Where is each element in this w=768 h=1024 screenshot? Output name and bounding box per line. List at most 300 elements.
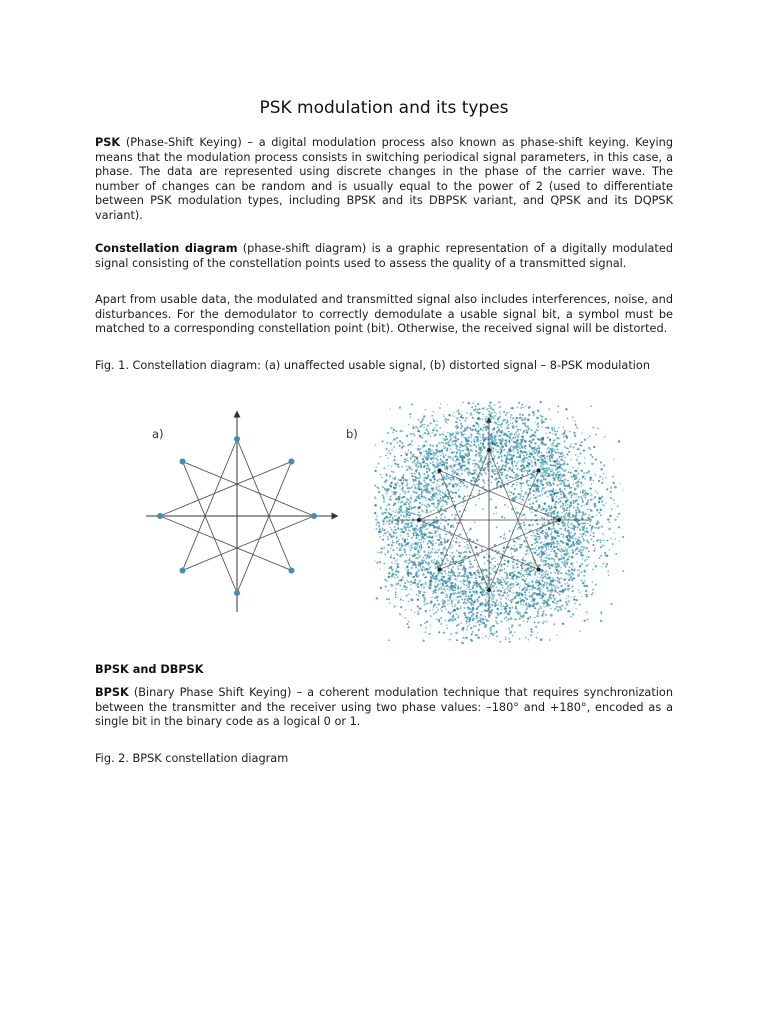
noise-sample: [393, 504, 394, 505]
noise-sample: [427, 573, 428, 574]
noise-sample: [485, 418, 487, 420]
noise-sample: [510, 407, 512, 409]
noise-sample: [432, 477, 434, 479]
noise-sample: [407, 458, 409, 460]
noise-sample: [507, 470, 508, 471]
noise-sample: [510, 587, 512, 589]
noise-sample: [484, 609, 486, 611]
noise-sample: [475, 460, 476, 461]
noise-sample: [411, 469, 413, 471]
constellation-point: [288, 459, 294, 465]
noise-sample: [486, 437, 487, 438]
noise-sample: [436, 488, 438, 490]
noise-sample: [410, 416, 411, 417]
noise-sample: [498, 429, 500, 431]
noise-sample: [567, 584, 570, 587]
noise-sample: [598, 557, 600, 559]
noise-sample: [432, 473, 433, 474]
noise-sample: [469, 582, 471, 584]
noise-sample: [417, 438, 418, 439]
noise-sample: [546, 463, 548, 465]
noise-sample: [463, 552, 464, 553]
noise-sample: [490, 630, 492, 632]
noise-sample: [536, 545, 538, 547]
noise-sample: [527, 553, 528, 554]
noise-sample: [573, 543, 575, 545]
noise-sample: [401, 497, 403, 499]
noise-sample: [544, 522, 546, 524]
noise-sample: [553, 550, 555, 552]
noise-sample: [506, 435, 508, 437]
noise-sample: [555, 474, 558, 477]
noise-sample: [464, 445, 466, 447]
diagram-b-noise-cloud: [374, 401, 624, 644]
noise-sample: [524, 447, 526, 449]
noise-sample: [430, 615, 432, 617]
noise-sample: [534, 552, 536, 554]
noise-sample: [492, 412, 493, 413]
noise-sample: [519, 624, 521, 626]
noise-sample: [443, 416, 445, 418]
noise-sample: [460, 453, 461, 454]
noise-sample: [548, 577, 550, 579]
noise-sample: [420, 483, 422, 485]
noise-sample: [560, 493, 562, 495]
noise-sample: [563, 510, 565, 512]
noise-sample: [409, 514, 411, 516]
noise-sample: [389, 602, 391, 604]
noise-sample: [393, 486, 394, 487]
noise-sample: [468, 474, 470, 476]
noise-sample: [516, 611, 518, 613]
noise-sample: [492, 634, 494, 636]
noise-sample: [559, 599, 561, 601]
noise-sample: [436, 429, 438, 431]
noise-sample: [418, 462, 421, 465]
noise-sample: [383, 547, 385, 549]
noise-sample: [456, 417, 459, 420]
noise-sample: [445, 549, 446, 550]
noise-sample: [559, 582, 561, 584]
noise-sample: [424, 505, 425, 506]
noise-sample: [491, 482, 492, 483]
noise-sample: [496, 413, 497, 414]
noise-sample: [528, 440, 529, 441]
noise-sample: [468, 472, 470, 474]
noise-sample: [428, 498, 430, 500]
noise-sample: [495, 616, 498, 619]
noise-sample: [393, 446, 395, 448]
noise-sample: [574, 533, 576, 535]
noise-sample: [392, 440, 393, 441]
noise-sample: [463, 457, 465, 459]
noise-sample: [489, 628, 490, 629]
noise-sample: [418, 515, 420, 517]
noise-sample: [469, 538, 471, 540]
noise-sample: [404, 511, 406, 513]
noise-sample: [438, 539, 440, 541]
noise-sample: [565, 502, 567, 504]
noise-sample: [432, 445, 434, 447]
noise-sample: [440, 497, 442, 499]
noise-sample: [529, 470, 531, 472]
noise-sample: [553, 427, 555, 429]
noise-sample: [521, 498, 523, 500]
noise-sample: [433, 468, 434, 469]
noise-sample: [494, 479, 496, 481]
noise-sample: [399, 539, 400, 540]
noise-sample: [552, 584, 554, 586]
noise-sample: [431, 574, 433, 576]
noise-sample: [568, 451, 570, 453]
noise-sample: [593, 446, 595, 448]
noise-sample: [415, 462, 416, 463]
noise-sample: [412, 507, 414, 509]
noise-sample: [553, 564, 554, 565]
noise-sample: [497, 604, 499, 606]
noise-sample: [595, 584, 597, 586]
noise-sample: [513, 426, 515, 428]
noise-sample: [432, 429, 434, 431]
noise-sample: [489, 636, 490, 637]
noise-sample: [514, 434, 516, 436]
noise-sample: [420, 452, 422, 454]
noise-sample: [469, 566, 471, 568]
noise-sample: [551, 539, 552, 540]
noise-sample: [425, 561, 427, 563]
noise-sample: [523, 455, 524, 456]
noise-sample: [507, 612, 510, 615]
noise-sample: [541, 455, 543, 457]
noise-sample: [475, 429, 477, 431]
noise-sample: [494, 415, 496, 417]
noise-sample: [452, 560, 454, 562]
noise-sample: [433, 593, 434, 594]
noise-sample: [466, 589, 467, 590]
noise-sample: [577, 468, 578, 469]
noise-sample: [476, 473, 478, 475]
noise-sample: [517, 449, 519, 451]
noise-sample: [398, 499, 400, 501]
noise-sample: [473, 601, 475, 603]
noise-sample: [607, 518, 609, 520]
noise-sample: [540, 546, 542, 548]
noise-sample: [568, 515, 570, 517]
noise-sample: [567, 582, 569, 584]
noise-sample: [499, 573, 501, 575]
noise-sample: [461, 629, 463, 631]
noise-sample: [507, 420, 508, 421]
noise-sample: [397, 498, 399, 500]
noise-sample: [613, 532, 614, 533]
star-line: [237, 439, 291, 570]
noise-sample: [411, 609, 413, 611]
noise-sample: [536, 417, 539, 420]
noise-sample: [477, 432, 479, 434]
noise-sample: [392, 494, 394, 496]
noise-sample: [563, 433, 565, 435]
noise-sample: [582, 514, 584, 516]
noise-sample: [425, 497, 427, 499]
noise-sample: [414, 564, 416, 566]
noise-sample: [393, 505, 394, 506]
noise-sample: [395, 430, 397, 432]
noise-sample: [432, 461, 434, 463]
noise-sample: [436, 507, 439, 510]
noise-sample: [412, 486, 413, 487]
noise-sample: [425, 529, 426, 530]
noise-sample: [573, 507, 575, 509]
noise-sample: [406, 554, 407, 555]
noise-sample: [402, 588, 404, 590]
noise-sample: [439, 525, 440, 526]
noise-sample: [542, 576, 545, 579]
noise-sample: [424, 484, 426, 486]
noise-sample: [426, 506, 428, 508]
noise-sample: [455, 541, 457, 543]
noise-sample: [442, 602, 445, 605]
noise-sample: [439, 427, 441, 429]
noise-sample: [583, 496, 585, 498]
noise-sample: [431, 459, 432, 460]
noise-sample: [520, 487, 521, 488]
noise-sample: [474, 572, 475, 573]
noise-sample: [519, 598, 521, 600]
noise-sample: [506, 427, 508, 429]
noise-sample: [457, 568, 459, 570]
noise-sample: [468, 589, 470, 591]
noise-sample: [428, 451, 430, 453]
noise-sample: [481, 617, 483, 619]
noise-sample: [456, 458, 458, 460]
noise-sample: [532, 502, 534, 504]
noise-sample: [434, 603, 436, 605]
noise-sample: [425, 576, 427, 578]
noise-sample: [405, 523, 408, 526]
noise-sample: [559, 479, 561, 481]
noise-sample: [407, 514, 408, 515]
noise-sample: [510, 631, 512, 633]
noise-sample: [513, 545, 515, 547]
noise-sample: [557, 600, 559, 602]
noise-sample: [419, 563, 421, 565]
noise-sample: [449, 483, 451, 485]
noise-sample: [460, 622, 462, 624]
noise-sample: [470, 619, 472, 621]
noise-sample: [557, 471, 559, 473]
noise-sample: [431, 432, 432, 433]
noise-sample: [473, 409, 475, 411]
noise-sample: [387, 453, 388, 454]
noise-sample: [456, 580, 457, 581]
noise-sample: [429, 610, 430, 611]
noise-sample: [494, 633, 495, 634]
noise-sample: [490, 567, 491, 568]
noise-sample: [523, 540, 526, 543]
noise-sample: [475, 405, 477, 407]
noise-sample: [549, 432, 551, 434]
constellation-paragraph: [95, 242, 673, 271]
noise-sample: [441, 463, 443, 465]
noise-sample: [456, 483, 459, 486]
noise-sample: [500, 426, 501, 427]
noise-sample: [375, 523, 377, 525]
noise-sample: [531, 544, 533, 546]
noise-sample: [576, 495, 577, 496]
noise-sample: [444, 619, 446, 621]
noise-sample: [422, 434, 423, 435]
noise-sample: [416, 572, 417, 573]
noise-sample: [483, 619, 484, 620]
noise-sample: [440, 455, 441, 456]
noise-sample: [525, 583, 527, 585]
noise-sample: [445, 573, 447, 575]
noise-sample: [507, 506, 508, 507]
noise-sample: [444, 465, 446, 467]
noise-sample: [431, 503, 433, 505]
noise-sample: [599, 499, 600, 500]
noise-sample: [441, 606, 444, 609]
noise-sample: [533, 494, 535, 496]
noise-sample: [462, 593, 465, 596]
noise-sample: [547, 574, 549, 576]
noise-sample: [457, 410, 459, 412]
noise-sample: [495, 612, 496, 613]
noise-sample: [422, 490, 424, 492]
noise-sample: [549, 491, 551, 493]
noise-sample: [421, 546, 422, 547]
noise-sample: [528, 428, 530, 430]
noise-sample: [476, 439, 478, 441]
noise-sample: [512, 417, 515, 420]
noise-sample: [465, 616, 467, 618]
noise-sample: [423, 416, 425, 418]
noise-sample: [447, 581, 449, 583]
noise-sample: [572, 613, 574, 615]
noise-sample: [420, 550, 421, 551]
noise-sample: [468, 607, 470, 609]
noise-sample: [564, 583, 566, 585]
noise-sample: [521, 459, 523, 461]
noise-sample: [407, 560, 408, 561]
noise-sample: [376, 562, 378, 564]
noise-sample: [563, 427, 565, 429]
noise-sample: [542, 523, 544, 525]
noise-sample: [428, 540, 431, 543]
noise-sample: [537, 459, 540, 462]
noise-sample: [594, 527, 595, 528]
noise-sample: [584, 522, 586, 524]
noise-sample: [503, 411, 505, 413]
noise-sample: [555, 465, 557, 467]
noise-sample: [564, 513, 566, 515]
noise-sample: [447, 419, 449, 421]
noise-sample: [483, 407, 485, 409]
noise-sample: [577, 472, 579, 474]
noise-sample: [412, 521, 414, 523]
noise-sample: [546, 570, 548, 572]
noise-sample: [453, 437, 454, 438]
noise-sample: [515, 476, 516, 477]
noise-sample: [550, 550, 552, 552]
noise-sample: [510, 454, 512, 456]
noise-sample: [519, 546, 522, 549]
noise-sample: [417, 430, 420, 433]
noise-sample: [597, 492, 599, 494]
noise-sample: [527, 599, 528, 600]
noise-sample: [524, 424, 525, 425]
noise-sample: [389, 453, 391, 455]
noise-sample: [511, 439, 513, 441]
noise-sample: [466, 448, 468, 450]
noise-sample: [482, 508, 484, 510]
noise-sample: [516, 563, 518, 565]
noise-sample: [402, 576, 404, 578]
noise-sample: [462, 602, 464, 604]
noise-sample: [445, 596, 447, 598]
noise-sample: [547, 448, 548, 449]
noise-sample: [496, 599, 497, 600]
noise-sample: [385, 508, 387, 510]
noise-sample: [546, 455, 548, 457]
noise-sample: [534, 574, 536, 576]
noise-sample: [535, 580, 537, 582]
noise-sample: [472, 585, 474, 587]
noise-sample: [387, 580, 388, 581]
noise-sample: [462, 433, 464, 435]
noise-sample: [539, 594, 541, 596]
noise-sample: [394, 476, 396, 478]
noise-sample: [480, 436, 481, 437]
noise-sample: [384, 579, 386, 581]
noise-sample: [397, 520, 400, 523]
noise-sample: [581, 571, 583, 573]
noise-sample: [561, 452, 563, 454]
noise-sample: [432, 536, 433, 537]
noise-sample: [520, 572, 522, 574]
noise-sample: [526, 550, 528, 552]
noise-sample: [534, 422, 535, 423]
noise-sample: [484, 471, 486, 473]
noise-sample: [590, 517, 592, 519]
noise-sample: [415, 537, 417, 539]
noise-sample: [483, 563, 484, 564]
noise-sample: [416, 548, 418, 550]
noise-sample: [577, 570, 578, 571]
noise-sample: [410, 599, 412, 601]
noise-sample: [552, 474, 554, 476]
noise-sample: [482, 637, 483, 638]
noise-sample: [546, 469, 548, 471]
noise-sample: [516, 496, 518, 498]
noise-sample: [587, 438, 588, 439]
noise-sample: [496, 604, 497, 605]
noise-sample: [399, 613, 402, 616]
noise-sample: [508, 599, 509, 600]
noise-sample: [519, 577, 520, 578]
noise-sample: [480, 450, 482, 452]
noise-sample: [387, 550, 389, 552]
star-line: [183, 516, 314, 570]
noise-sample: [563, 495, 566, 498]
noise-sample: [584, 619, 586, 621]
noise-sample: [415, 426, 417, 428]
noise-sample: [600, 514, 602, 516]
noise-sample: [439, 565, 440, 566]
noise-sample: [509, 411, 510, 412]
noise-sample: [388, 450, 390, 452]
noise-sample: [517, 583, 519, 585]
